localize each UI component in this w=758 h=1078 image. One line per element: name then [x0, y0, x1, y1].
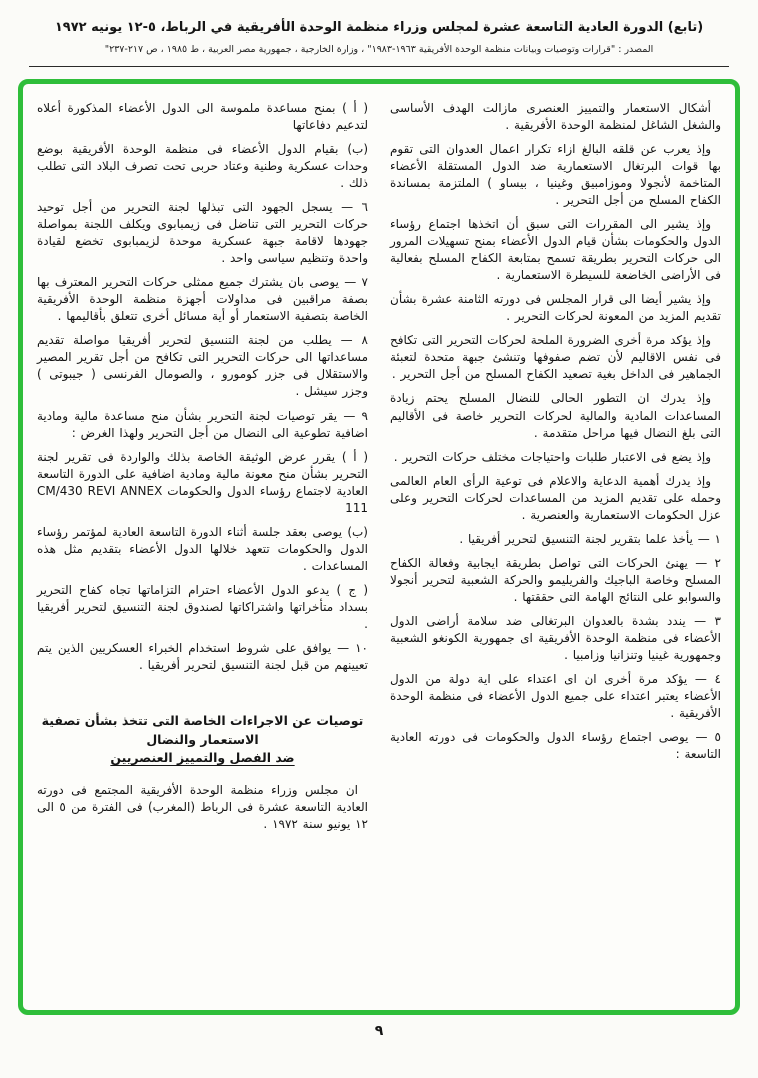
- page-number: ٩: [374, 1023, 384, 1039]
- paragraph: وإذ يؤكد مرة أخرى الضرورة الملحة لحركات التحرير التى تكافح فى نفس الاقاليم لأن تضم صفوفها وتنشئ جبهة متحدة لتعبئة الجماهير فى الداخل بغية تصعيد الكفاح المسلح من أجل التحرير .: [390, 333, 721, 382]
- header-source: المصدر : "قرارات وتوصيات وبيانات منظمة الوحدة الأفريقية ١٩٦٣-١٩٨٣" ، وزارة الخارجية ، جمهورية مصر العربية ، ط ١٩٨٥ ، ص ٢١٧-٢٣٧": [104, 44, 654, 55]
- numbered-item: ١٠ — يوافق على شروط استخدام الخبراء العسكريين الذين يتم تعيينهم من قبل لجنة التنسيق لتحرير أفريقيا .: [37, 640, 368, 672]
- paragraph: وإذ يضع فى الاعتبار طلبات واحتياجات مختلف حركات التحرير .: [393, 449, 711, 464]
- two-column-layout: [37, 100, 721, 1000]
- paragraph: وإذ يشير أيضا الى قرار المجلس فى دورته الثامنة عشرة بشأن تقديم المزيد من المعونة لحركات التحرير .: [390, 292, 721, 324]
- numbered-item: ٤ — يؤكد مرة أخرى ان اى اعتداء على اية دولة من الدول الأعضاء يعتبر اعتداء على جميع الدول الأعضاء فى منظمة الوحدة الأفريقية .: [390, 671, 721, 720]
- numbered-item: ١ — يأخذ علما بتقرير لجنة التنسيق لتحرير أفريقيا .: [459, 531, 721, 546]
- header-divider: [29, 66, 729, 67]
- content-frame: [18, 79, 740, 1015]
- closing-paragraph: ان مجلس وزراء منظمة الوحدة الأفريقية المجتمع فى دورته العادية التاسعة عشرة فى الرباط (المغرب) فى الفترة من ٥ الى ١٢ يونيو سنة ١٩٧٢ .: [37, 783, 368, 832]
- lettered-item: (ب) يوصى بعقد جلسة أثناء الدورة التاسعة العادية لمؤتمر رؤساء الدول والحكومات تتعهد خلالها الدول الأعضاء بتقديم مثل هذه المساعدات .: [37, 524, 368, 573]
- paragraph: وإذ يدرك ان التطور الحالى للنضال المسلح يحتم زيادة المساعدات المادية والمالية لحركات التحرير خاصة فى الأقاليم التى بلغ النضال فيها مراحل متقدمة .: [390, 391, 721, 440]
- paragraph: وإذ يدرك أهمية الدعاية والاعلام فى توعية الرأى العام العالمى وحمله على تقديم المزيد من المساعدات لحركات التحرير وعلى عزل الحكومات الاستعمارية والعنصرية .: [390, 473, 721, 522]
- paragraph: وإذ يشير الى المقررات التى سبق أن اتخذها اجتماع رؤساء الدول والحكومات بشأن قيام الدول الأعضاء بمنح تسهيلات المرور الى حركات التحرير بطريقة تسمح بمتابعة الكفاح المسلح بفعالية فى الأراضى الخاضعة للسيطرة الاستعمارية .: [390, 217, 721, 283]
- numbered-item: ٧ — يوصى بان يشترك جميع ممثلى حركات التحرير المعترف بها بصفة مراقبين فى مداولات أجهزة منظمة الوحدة الأفريقية الخاصة بتصفية الاستعمار أو أية مسائل أخرى تتعلق بأقاليمها .: [37, 275, 368, 324]
- numbered-item: ٦ — يسجل الجهود التى تبذلها لجنة التحرير من أجل توحيد حركات التحرير التى تناضل فى زيمبابوى ويكلف اللجنة بمواصلة جهودها لاقامة جبهة عسكرية موحدة لزيمبابوى تخضع لقيادة واحدة وتنظيم سياسى واحد .: [37, 200, 368, 266]
- numbered-item: ٩ — يقر توصيات لجنة التحرير بشأن منح مساعدة مالية ومادية اضافية تطوعية الى النضال من أجل التحرير ولهذا الغرض :: [37, 408, 368, 440]
- section-heading-underlined: ضد الفصل والتمييز العنصريين: [110, 750, 295, 766]
- lettered-item: ( أ ) يقرر عرض الوثيقة الخاصة بذلك والواردة فى تقرير لجنة التحرير بشأن منح معونة مالية ومادية اضافية على الدورة التاسعة العادية لاجتماع رؤساء الدول والحكومات CM/430 REVI ANNEX 111: [37, 449, 368, 515]
- paragraph: وإذ يعرب عن قلقه البالغ ازاء تكرار اعمال العدوان التى تقوم بها قوات البرتغال الاستعمارية ضد الدول المستقلة الأعضاء المتاخمة لأنجولا وموزامبيق وغينيا ، بيساو ) الملتزمة بمساندة الكفاح المسلح من أجل التحرير .: [390, 142, 721, 208]
- lettered-item: (ب) بقيام الدول الأعضاء فى منظمة الوحدة الأفريقية بوضع وحدات عسكرية وطنية وعتاد حربى تحت تصرف البلاد التى تطلب ذلك .: [37, 142, 368, 191]
- numbered-item: ٣ — يندد بشدة بالعدوان البرتغالى ضد سلامة أراضى الدول الأعضاء فى منظمة الوحدة الأفريقية اى جمهورية الكونغو الشعبية وجمهورية غينيا وتنزانيا وزامبيا .: [390, 613, 721, 662]
- column-left: [37, 100, 368, 1000]
- section-heading-main: توصيات عن الاجراءات الخاصة التى تتخذ بشأن تصفية الاستعمار والنضال: [41, 712, 364, 747]
- lettered-item: ( ج ) يدعو الدول الأعضاء احترام التزاماتها تجاه كفاح التحرير بسداد متأخراتها واشتراكاتها لصندوق لجنة التنسيق لتحرير أفريقيا .: [37, 582, 368, 631]
- lettered-item: ( أ ) بمنح مساعدة ملموسة الى الدول الأعضاء المذكورة أعلاه لتدعيم دفاعاتها: [37, 101, 368, 133]
- paragraph: أشكال الاستعمار والتمييز العنصرى مازالت الهدف الأساسى والشغل الشاغل لمنظمة الوحدة الأفريقية .: [390, 101, 721, 133]
- numbered-item: ٥ — يوصى اجتماع رؤساء الدول والحكومات فى دورته العادية التاسعة :: [390, 730, 721, 762]
- numbered-item: ٢ — يهنئ الحركات التى تواصل بطريقة ايجابية وفعالة الكفاح المسلح وخاصة الباجيك والفريليمو والحركة الشعبية لتحرير أنجولا والسوابو على النتائج الهامة التى حققتها .: [390, 555, 721, 604]
- column-right: [390, 100, 721, 1000]
- header-title: (تابع) الدورة العادية التاسعة عشرة لمجلس وزراء منظمة الوحدة الأفريقية في الرباط، ٥-١٢ يونيه ١٩٧٢: [54, 20, 704, 35]
- numbered-item: ٨ — يطلب من لجنة التنسيق لتحرير أفريقيا مواصلة تقديم مساعداتها الى حركات التحرير التى تكافح من أجل تقرير المصير والاستقلال فى جزر كومورو ، والصومال الفرنسى ( جيبوتى ) وجزر سيشل .: [37, 333, 368, 399]
- section-heading: [37, 712, 368, 768]
- page-header: [0, 0, 758, 67]
